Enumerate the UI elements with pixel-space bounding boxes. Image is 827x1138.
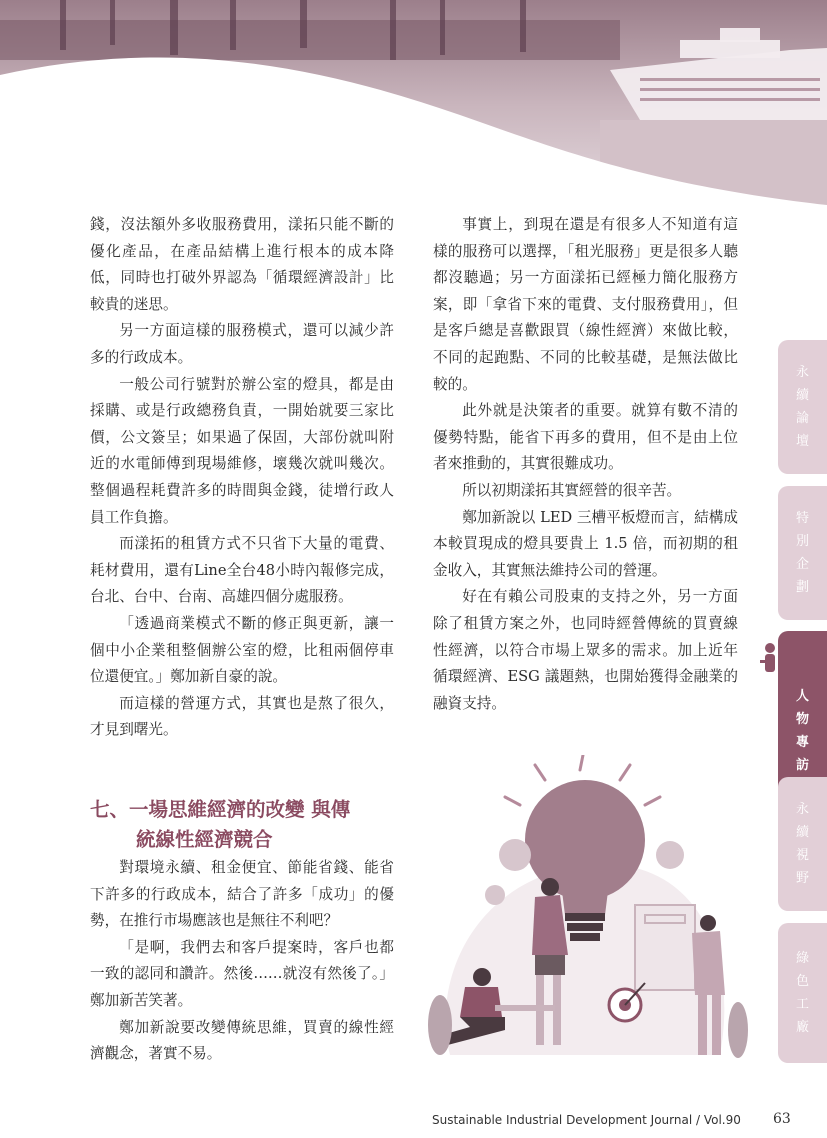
side-tab-char: 壇 [795,434,809,449]
side-tab-char: 永 [795,802,809,817]
paragraph: 好在有賴公司股東的支持之外，另一方面除了租賃方案之外，也同時經營傳統的買賣線性經濟，以符合市場上眾多的需求。加上近年循環經濟、ESG 議題熱，也開始獲得金融業的融資支持。 [433,588,738,712]
paragraph: 鄭加新說以 LED 三槽平板燈而言，結構成本較買現成的燈具要貴上 1.5 倍，而初期的租金收入，其實無法維持公司的營運。 [433,508,738,579]
side-tab-char: 色 [795,974,809,989]
side-tab-4[interactable] [778,923,827,1063]
paragraph: 事實上，到現在還是有很多人不知道有這樣的服務可以選擇，「租光服務」更是很多人聽都沒聽過；另一方面漾拓已經極力簡化服務方案，即「拿省下來的電費、支付服務費用」，但是客戶總是喜歡跟買（線性經濟）來做比較，不同的起跑點、不同的比較基礎，是無法做比較的。 [433,216,738,393]
side-tab-char: 特 [795,511,809,526]
side-tab-0[interactable] [778,340,827,474]
side-tab-3[interactable] [778,777,827,911]
side-tab-char: 綠 [795,951,809,966]
section-heading-line1: 七、一場思維經濟的改變 與傳 [90,798,351,821]
side-tab-char: 訪 [795,758,809,773]
side-tab-char: 企 [795,557,809,572]
section-heading [90,795,410,855]
side-tab-char: 廠 [795,1020,809,1035]
right-column [433,212,738,717]
paragraph: 所以初期漾拓其實經營的很辛苦。 [462,481,682,499]
paragraph: 鄭加新說要改變傳統思維，買賣的線性經濟觀念，著實不易。 [90,1018,394,1063]
header-photo-banner [0,0,827,210]
side-tab-char: 別 [795,534,809,549]
side-tab-char: 視 [795,848,809,863]
side-tab-char: 野 [795,871,809,886]
paragraph: 此外就是決策者的重要。就算有數不清的優勢特點，能省下再多的費用，但不是由上位者來推動的，其實很難成功。 [433,402,738,473]
left-column-after-heading [90,855,394,1068]
paragraph: 對環境永續、租金便宜、節能省錢、能省下許多的行政成本，結合了許多「成功」的優勢，在推行市場應該也是無往不利吧？ [90,859,394,930]
paragraph: 另一方面這樣的服務模式，還可以減少許多的行政成本。 [90,322,394,366]
paragraph: 「透過商業模式不斷的修正與更新，讓一個中小企業租整個辦公室的燈，比租兩個停車位還便宜。」鄭加新自豪的說。 [90,614,394,686]
paragraph: 而這樣的營運方式，其實也是熬了很久，才見到曙光。 [90,694,394,739]
side-tab-char: 專 [795,735,809,750]
side-tab-char: 續 [795,825,809,840]
left-column [90,212,394,744]
side-tab-char: 工 [795,997,809,1012]
side-tab-char: 劃 [795,580,809,595]
journal-footer: Sustainable Industrial Development Journal / Vol.90 [432,1113,741,1127]
side-tab-char: 物 [795,712,809,727]
interview-icon [758,638,798,678]
port-photo [0,0,827,210]
section-heading-line2: 統線性經濟競合 [136,828,273,851]
page-number: 63 [773,1111,791,1127]
side-tab-1[interactable] [778,486,827,620]
paragraph: 錢，沒法額外多收服務費用，漾拓只能不斷的優化產品，在產品結構上進行根本的成本降低，同時也打破外界認為「循環經濟設計」比較貴的迷思。 [90,216,394,313]
paragraph: 一般公司行號對於辦公室的燈具，都是由採購、或是行政總務負責，一開始就要三家比價，公文簽呈；如果過了保固，大部份就叫附近的水電師傅到現場維修，壞幾次就叫幾次。整個過程耗費許多的時間與金錢，徒增行政人員工作負擔。 [90,375,394,526]
side-tab-char: 續 [795,388,809,403]
lightbulb-teamwork-illustration [420,755,750,1075]
side-tab-char: 人 [795,689,809,704]
side-tab-char: 永 [795,365,809,380]
side-tab-char: 論 [795,411,809,426]
paragraph: 「是啊，我們去和客戶提案時，客戶也都一致的認同和讚許。然後……就沒有然後了。」鄭加新苦笑著。 [90,938,394,1009]
paragraph: 而漾拓的租賃方式不只省下大量的電費、耗材費用，還有Line全台48小時內報修完成，台北、台中、台南、高雄四個分處服務。 [90,535,394,606]
